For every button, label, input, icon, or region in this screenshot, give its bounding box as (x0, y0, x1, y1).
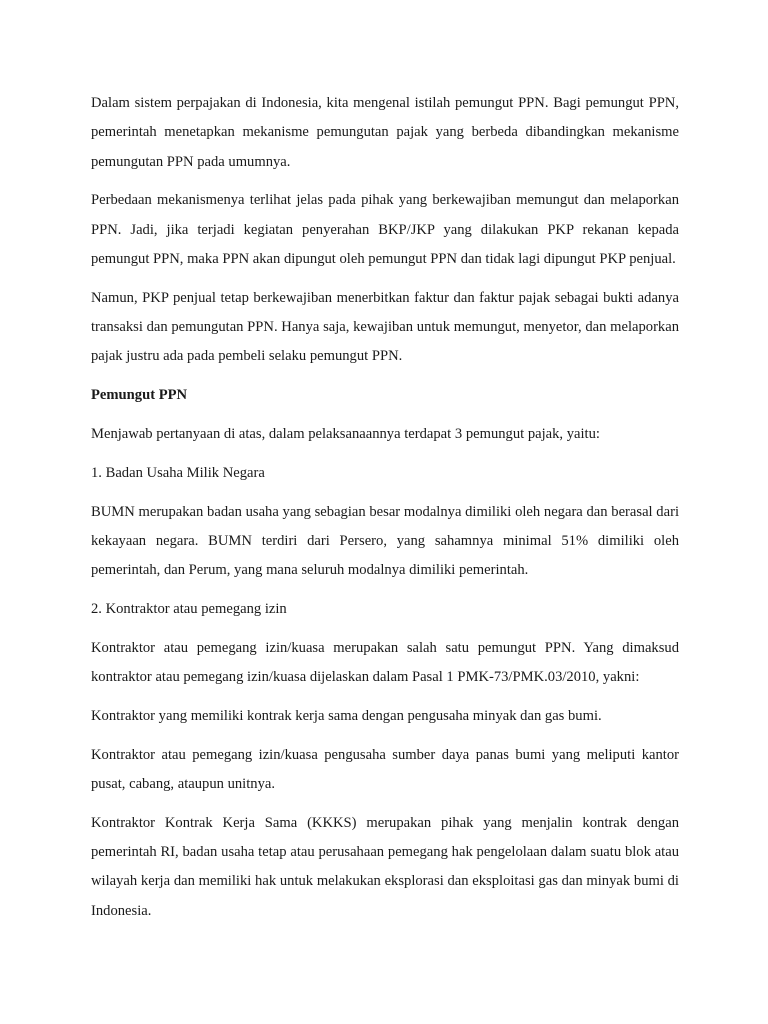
section-heading: Pemungut PPN (91, 387, 188, 404)
list-item-1-title: 1. Badan Usaha Milik Negara (91, 464, 265, 481)
list-item-2-paragraph-2: Kontraktor yang memiliki kontrak kerja sama dengan pengusaha minyak dan gas bumi. (91, 707, 602, 724)
list-item-2-title: 2. Kontraktor atau pemegang izin (91, 600, 287, 617)
list-item-2-paragraph-1: Kontraktor atau pemegang izin/kuasa merupakan salah satu pemungut PPN. Yang dimaksud kontraktor atau pemegang izin/kuasa dijelaskan dalam Pasal 1 PMK-73/PMK.03/2010, yakni: (91, 639, 679, 686)
document-page (91, 89, 679, 935)
paragraph-intro-1: Dalam sistem perpajakan di Indonesia, kita mengenal istilah pemungut PPN. Bagi pemungut PPN, pemerintah menetapkan mekanisme pemungutan pajak yang berbeda dibandingkan mekanisme pemungutan PPN pada umumnya. (91, 95, 679, 170)
section-intro: Menjawab pertanyaan di atas, dalam pelaksanaannya terdapat 3 pemungut pajak, yaitu: (91, 425, 600, 442)
list-item-2-paragraph-4: Kontraktor Kontrak Kerja Sama (KKKS) merupakan pihak yang menjalin kontrak dengan pemerintah RI, badan usaha tetap atau perusahaan pemegang hak pengelolaan dalam suatu blok atau wilayah kerja dan memiliki hak untuk melakukan eksplorasi dan eksploitasi gas dan minyak bumi di Indonesia. (91, 814, 679, 919)
list-item-2-paragraph-3: Kontraktor atau pemegang izin/kuasa pengusaha sumber daya panas bumi yang meliputi kantor pusat, cabang, ataupun unitnya. (91, 746, 679, 792)
list-item-1-text: BUMN merupakan badan usaha yang sebagian besar modalnya dimiliki oleh negara dan berasal dari kekayaan negara. BUMN terdiri dari Persero, yang sahamnya minimal 51% dimiliki oleh pemerintah, dan Perum, yang mana seluruh modalnya dimiliki pemerintah. (91, 503, 679, 579)
paragraph-intro-3: Namun, PKP penjual tetap berkewajiban menerbitkan faktur dan faktur pajak sebagai bukti adanya transaksi dan pemungutan PPN. Hanya saja, kewajiban untuk memungut, menyetor, dan melaporkan pajak justru ada pada pembeli selaku pemungut PPN. (91, 289, 679, 365)
paragraph-intro-2: Perbedaan mekanismenya terlihat jelas pada pihak yang berkewajiban memungut dan melaporkan PPN. Jadi, jika terjadi kegiatan penyerahan BKP/JKP yang dilakukan PKP rekanan kepada pemungut PPN, maka PPN akan dipungut oleh pemungut PPN dan tidak lagi dipungut PKP penjual. (91, 192, 679, 267)
